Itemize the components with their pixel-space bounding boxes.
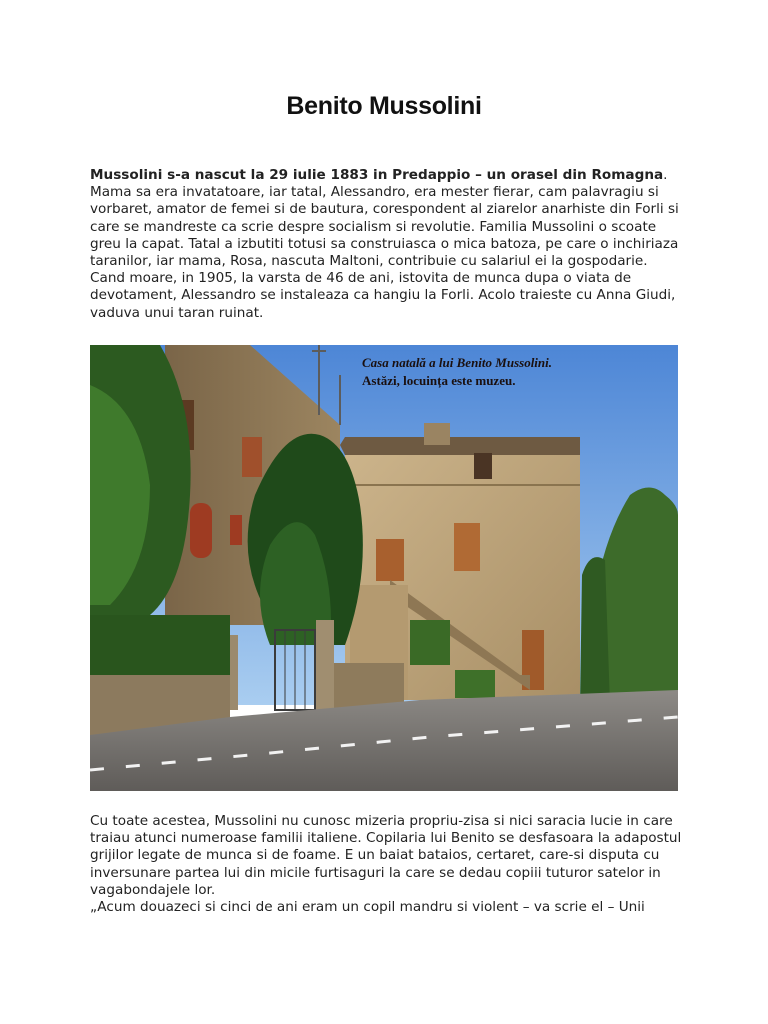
hedge [90,615,230,675]
paragraph-intro [90,167,682,322]
paragraph-body: . Mama sa era invatatoare, iar tatal, Alessandro, era mester fierar, cam palavragiu si vorbaret, amator de femei si de bautura, corespondent al ziarelor anarhiste din Forli si care se mandreste ca scrie despre socialism si revolutie. Familia Mussolini o scoate greu la capat. Tatal a izbutiti totusi sa construiasca o mica batoza, pe care o inchiriaza taranilor, iar mama, Rosa, nascuta Maltoni, contribuie cu salariul ei la gospodarie. Cand moare, in 1905, la varsta de 46 de ani, istovita de munca dupa o viata de devotament, Alessandro se instaleaza ca hangiu la Forli. Acolo traieste cu Anna Giudi, vaduva unui taran ruinat. [90,167,679,321]
paragraph-lead: Mussolini s-a nascut la 29 iulie 1883 in Predappio – un orasel din Romagna [90,167,664,183]
house-photo [90,345,678,791]
paragraph-quote: „Acum douazeci si cinci de ani eram un copil mandru si violent – va scrie el – Unii [90,899,645,916]
paragraph-childhood [90,813,682,916]
paragraph-body: Cu toate acestea, Mussolini nu cunosc mizeria propriu-zisa si nici saracia lucie in care traiau atunci numeroase familii italiene. Copilaria lui Benito se desfasoara la adapostul grijilor legate de munca si de foame. E un baiat bataios, certaret, care-si disputa cu inversunare partea lui din micile furtisaguri la care se dedau copiii tuturor satelor in vagabondajele lor. [90,813,682,898]
photo-caption-line2: Astăzi, locuința este muzeu. [362,373,516,388]
page-title: Benito Mussolini [286,92,482,120]
photo-caption-line1: Casa natală a lui Benito Mussolini. [362,355,553,370]
